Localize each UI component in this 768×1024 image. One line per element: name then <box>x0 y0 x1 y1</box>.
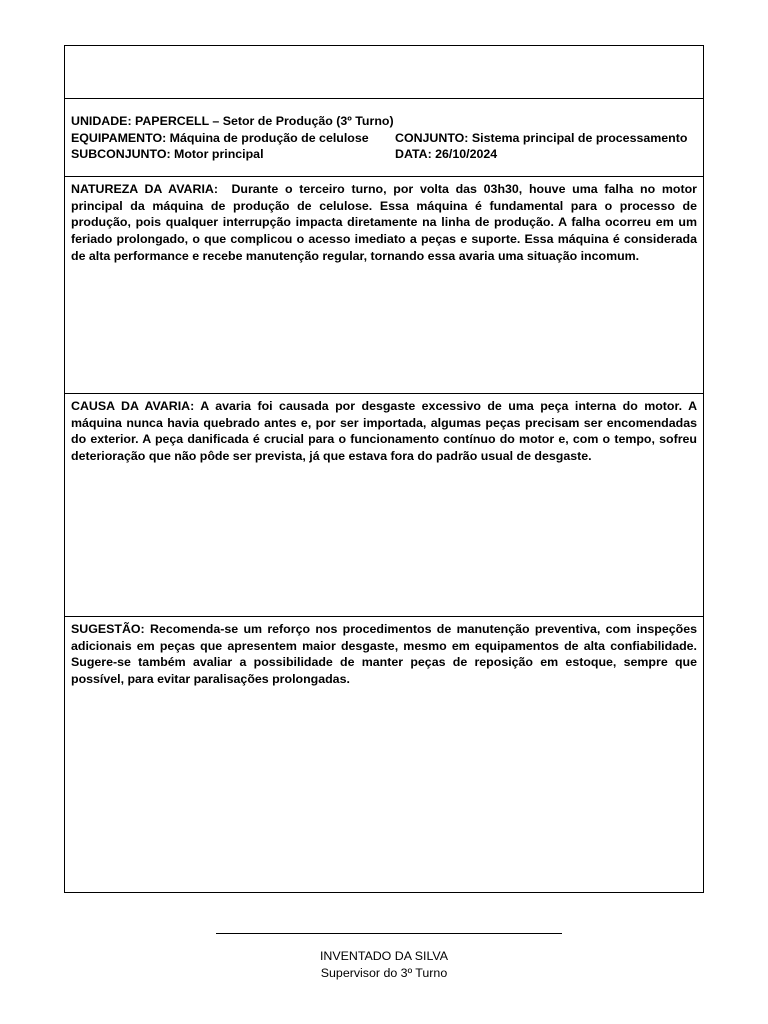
data-field: DATA: 26/10/2024 <box>395 147 498 162</box>
signature-role: Supervisor do 3º Turno <box>320 966 448 980</box>
sugestao-section <box>65 616 703 893</box>
natureza-paragraph <box>71 181 697 265</box>
sugestao-paragraph <box>71 621 697 688</box>
signature-line <box>216 933 562 934</box>
form-header-section <box>65 98 703 176</box>
sugestao-text: Recomenda-se um reforço nos procedimentos de manutenção preventiva, com inspeções adicionais em peças que apresentem maior desgaste, mesmo em equipamentos de alta confiabilidade. Sugere-se também avaliar a possibilidade de manter peças de reposição em estoque, sempre que possível, para evitar paralisações prolongadas. <box>71 622 697 687</box>
conjunto-field: CONJUNTO: Sistema principal de processamento <box>395 130 688 145</box>
causa-text: A avaria foi causada por desgaste excessivo de uma peça interna do motor. A máquina nunca havia quebrado antes e, por ser importada, algumas peças precisam ser encomendadas do exterior. A peça danificada é crucial para o funcionamento contínuo do motor e, com o tempo, sofreu deterioração que não pôde ser prevista, já que estava fora do padrão usual de desgaste. <box>71 399 698 464</box>
natureza-section <box>65 176 703 393</box>
form-top-empty-row <box>65 46 703 98</box>
natureza-text: Durante o terceiro turno, por volta das 03h30, houve uma falha no motor principal da máquina de produção de celulose. Essa máquina é fundamental para o processo de produção, pois qualquer interrupção impacta diretamente na linha de produção. A falha ocorreu em um feriado prolongado, o que complicou o acesso imediato a peças e suporte. Essa máquina é considerada de alta performance e recebe manutenção regular, tornando essa avaria uma situação incomum. <box>71 182 697 263</box>
equipamento-field: EQUIPAMENTO: Máquina de produção de celulose <box>71 130 369 145</box>
report-form-table <box>64 45 704 893</box>
causa-section <box>65 393 703 616</box>
sugestao-label: SUGESTÃO: <box>71 622 145 636</box>
causa-label: CAUSA DA AVARIA: <box>71 399 195 413</box>
natureza-label: NATUREZA DA AVARIA: <box>71 182 218 196</box>
unidade-field: UNIDADE: PAPERCELL – Setor de Produção (3º Turno) <box>71 114 394 128</box>
header-line-subconjunto <box>71 146 697 163</box>
signature-name: INVENTADO DA SILVA <box>319 949 449 963</box>
header-line-equipamento <box>71 130 697 147</box>
subconjunto-field: SUBCONJUNTO: Motor principal <box>71 147 264 162</box>
causa-paragraph <box>71 398 697 465</box>
header-line-unidade <box>71 113 697 130</box>
